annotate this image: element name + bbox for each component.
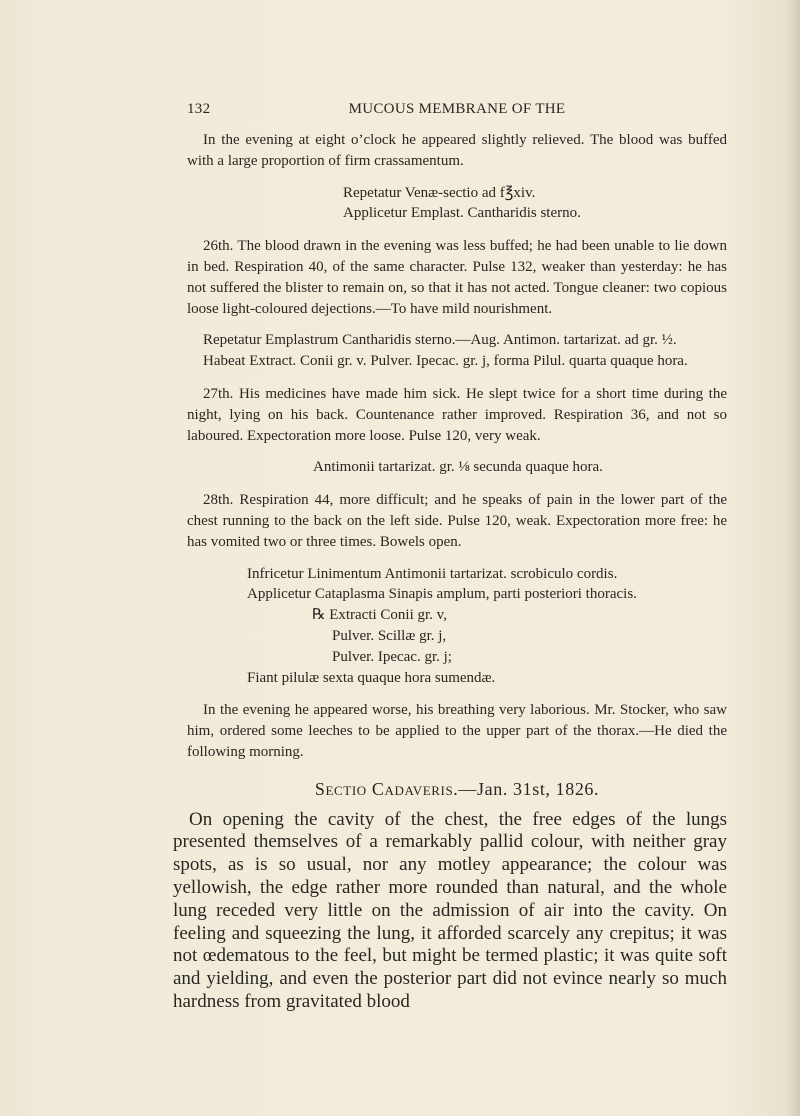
paragraph-evening: In the evening at eight o’clock he appeared slightly relieved. The blood was buffed with a large proportion of firm crassamentum. [187,132,727,169]
prescription-line: Repetatur Venæ-sectio ad f℥xiv. [343,184,536,201]
page-header [187,101,727,123]
prescription-line: Habeat Extract. Conii gr. v. Pulver. Ipecac. gr. j, forma Pilul. quarta quaque hora. [203,353,688,370]
paragraph-27th: 27th. His medicines have made him sick. He slept twice for a short time during the night, lying on his back. Countenance rather improved. Respiration 36, and not so laboured. Expectoration more loose. Pulse 120, very weak. [187,385,727,444]
page-body [173,130,727,1014]
prescription-line: Applicetur Cataplasma Sinapis amplum, parti posteriori thoracis. [247,586,637,603]
prescription-line: Fiant pilulæ sexta quaque hora sumendæ. [247,669,496,686]
prescription-line: Applicetur Emplast. Cantharidis sterno. [343,205,581,222]
page-spine-shadow [786,0,800,1116]
paragraph-autopsy: On opening the cavity of the chest, the free edges of the lungs presented themselves of a remarkably pallid colour, with neither gray spots, as is so usual, nor any motley appearance; the colour was yellowish, the edge rather more rounded than natural, and the whole lung receded very little on the admission of air into the cavity. On feeling and squeezing the lung, it afforded scarcely any crepitus; it was not œdematous to the feel, but might be termed plastic; it was quite soft and yielding, and even the posterior part did not evince nearly so much hardness from gravitated blood [173,808,727,1012]
paragraph-26th: 26th. The blood drawn in the evening was less buffed; he had been unable to lie down in bed. Respiration 40, of the same character. Pulse 132, weaker than yesterday: he has not suffered the blister to remain on, so that it has not acted. Tongue cleaner: two copious loose light-coloured dejections.—To have mild nourishment. [187,238,727,317]
page-number: 132 [187,101,211,117]
running-title: MUCOUS MEMBRANE OF THE [348,101,566,117]
section-date: —Jan. 31st, 1826. [458,778,600,799]
prescription-line: Repetatur Emplastrum Cantharidis sterno.—Aug. Antimon. tartarizat. ad gr. ½. [203,332,677,349]
paragraph-evening-worse: In the evening he appeared worse, his breathing very laborious. Mr. Stocker, who saw him, ordered some leeches to be applied to the upper part of the thorax.—He died the following morning. [187,702,727,760]
prescription-line: ℞ Extracti Conii gr. v, [312,607,447,624]
prescription-line: Pulver. Scillæ gr. j, [332,627,447,644]
prescription-line: Antimonii tartarizat. gr. ⅛ secunda quaque hora. [313,459,603,476]
prescription-line: Pulver. Ipecac. gr. j; [332,648,452,665]
section-heading [187,779,727,800]
autopsy-section [173,808,727,1014]
prescription-line: Infricetur Linimentum Antimonii tartarizat. scrobiculo cordis. [247,565,618,582]
paragraph-28th: 28th. Respiration 44, more difficult; and he speaks of pain in the lower part of the chest running to the back on the left side. Pulse 120, weak. Expectoration more free: he has vomited two or three times. Bowels open. [187,492,727,550]
section-title: Sectio Cadaveris. [314,778,459,799]
